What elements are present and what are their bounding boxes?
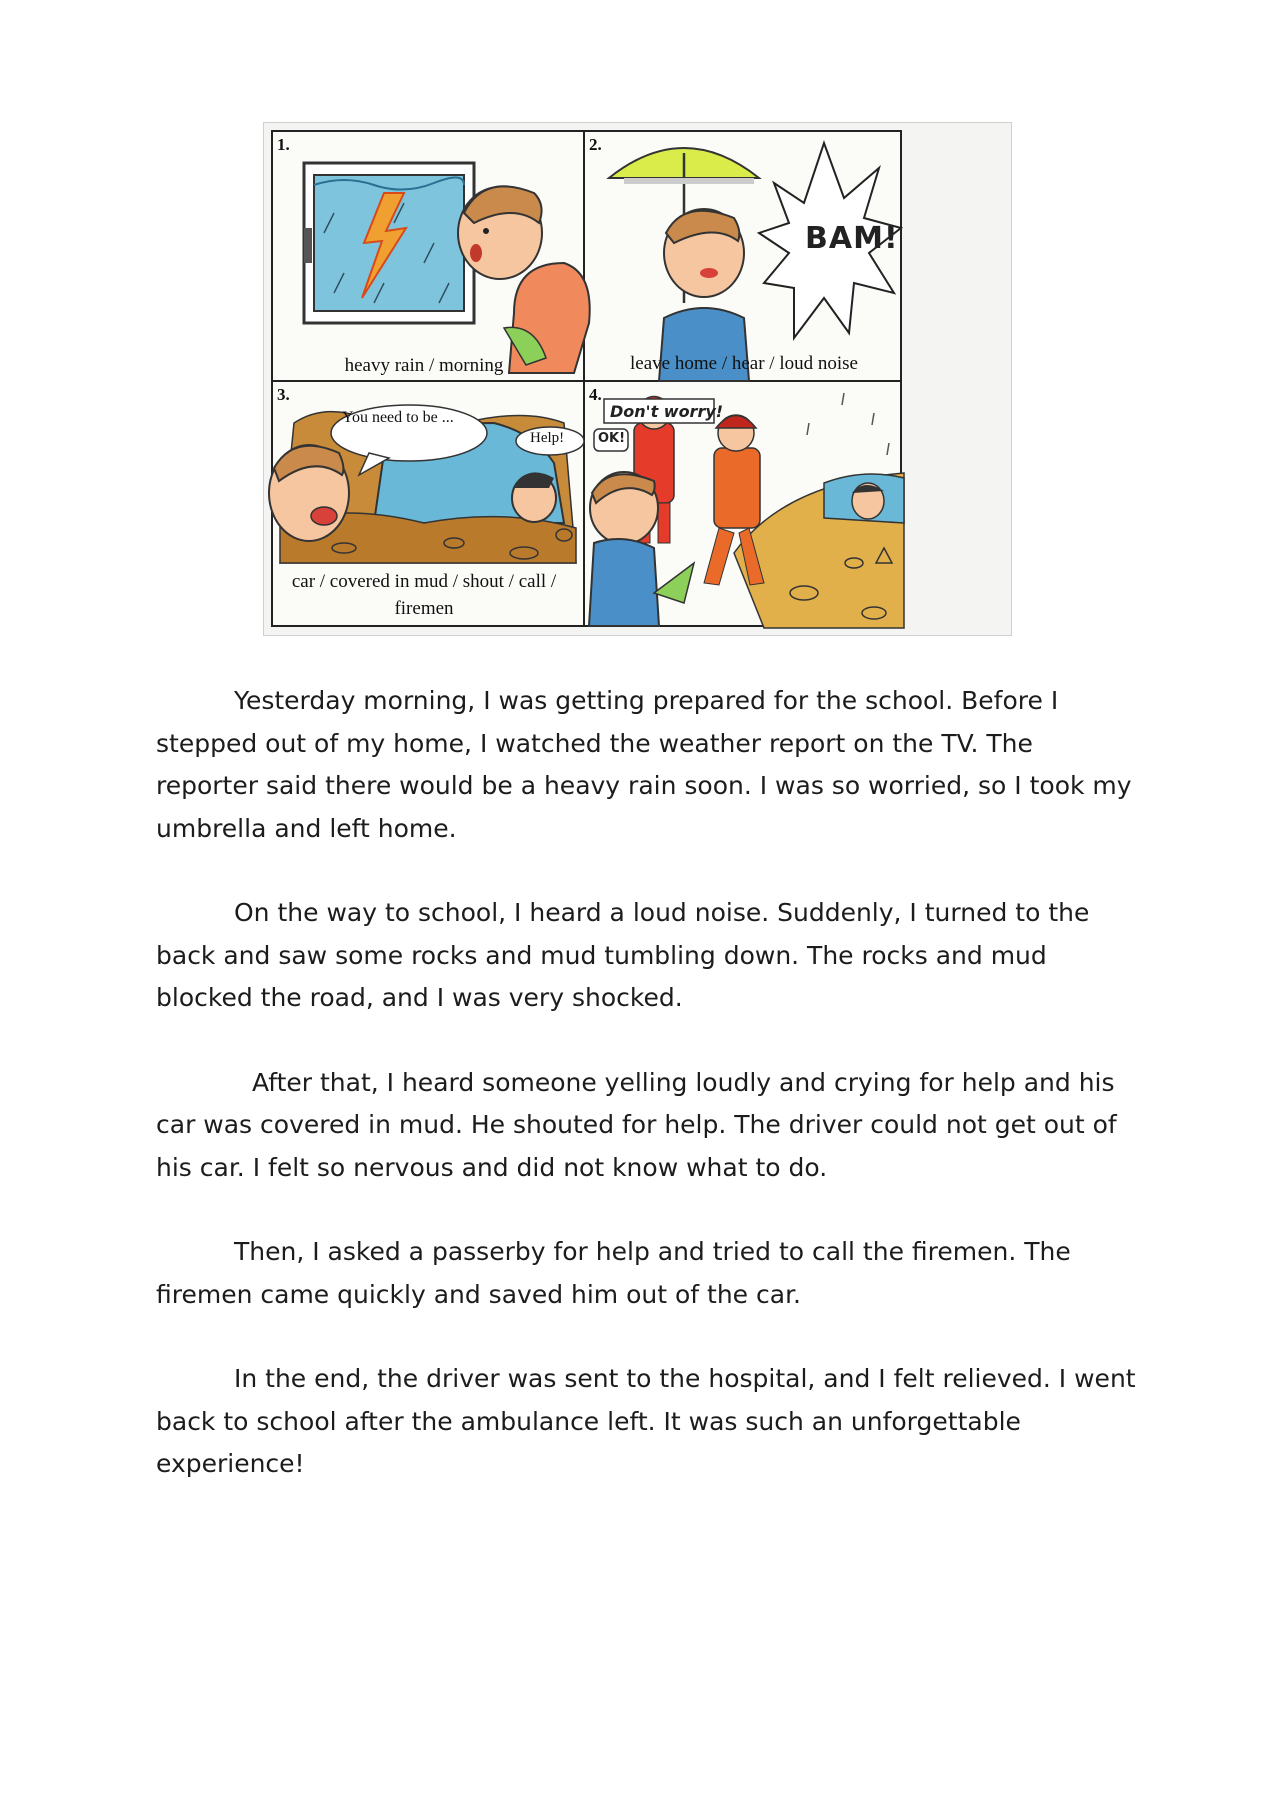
story-paragraph-1: Yesterday morning, I was getting prepared for the school. Before I stepped out of my home, I watched the weather report on the TV. The reporter said there would be a heavy rain soon. I was so worried, so I took my umbrella and left home. bbox=[156, 686, 1132, 843]
panel-3-caption-line-1: car / covered in mud / shout / call / bbox=[291, 571, 557, 592]
speech-bubble-boy: You need to be ... bbox=[342, 409, 454, 426]
speech-bubble-ok: OK! bbox=[598, 431, 626, 446]
sound-effect-bam: BAM! bbox=[805, 221, 899, 256]
panel-3-number: 3. bbox=[277, 385, 290, 404]
speech-bubble-help: Help! bbox=[530, 430, 565, 446]
panel-3-caption-line-2: firemen bbox=[394, 598, 454, 619]
speech-bubble-fireman: Don't worry! bbox=[610, 402, 724, 421]
comic-strip bbox=[263, 122, 1012, 636]
panel-2-number: 2. bbox=[589, 135, 602, 154]
story-text bbox=[156, 680, 1136, 1528]
story-paragraph-4: Then, I asked a passerby for help and tried to call the firemen. The firemen came quickly and saved him out of the car. bbox=[156, 1237, 1071, 1309]
comic-illustration bbox=[264, 123, 1011, 635]
panel-4-number: 4. bbox=[589, 385, 602, 404]
panel-2-caption: leave home / hear / loud noise bbox=[630, 353, 858, 374]
story-paragraph-5: In the end, the driver was sent to the hospital, and I felt relieved. I went back to school after the ambulance left. It was such an unforgettable experience! bbox=[156, 1364, 1136, 1478]
story-paragraph-2: On the way to school, I heard a loud noise. Suddenly, I turned to the back and saw some rocks and mud tumbling down. The rocks and mud blocked the road, and I was very shocked. bbox=[156, 898, 1090, 1012]
story-paragraph-3: After that, I heard someone yelling loudly and crying for help and his car was covered in mud. He shouted for help. The driver could not get out of his car. I felt so nervous and did not know what to do. bbox=[156, 1067, 1117, 1182]
panel-3-art bbox=[269, 405, 584, 563]
panel-1-number: 1. bbox=[277, 135, 290, 154]
panel-1-caption: heavy rain / morning bbox=[344, 355, 504, 376]
